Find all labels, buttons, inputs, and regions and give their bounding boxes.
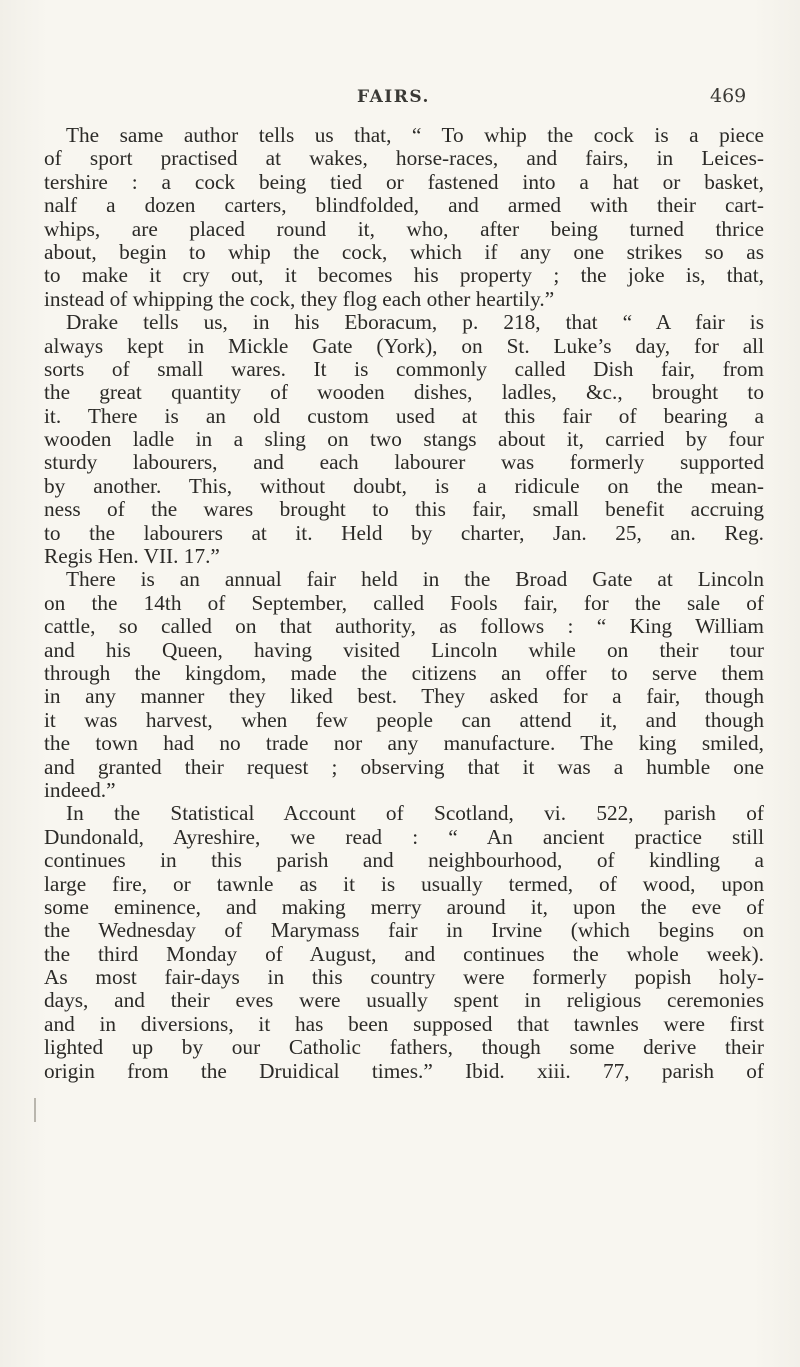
text-line: days, and their eves were usually spent in religious ceremonies (44, 988, 764, 1013)
text-line: sturdy labourers, and each labourer was formerly supported (44, 450, 764, 475)
text-line: As most fair-days in this country were formerly popish holy- (44, 965, 764, 990)
text-line: Dundonald, Ayreshire, we read : “ An ancient practice still (44, 824, 764, 849)
text-line: always kept in Mickle Gate (York), on St. Luke’s day, for all (44, 333, 764, 358)
text-line: the third Monday of August, and continues the whole week). (44, 941, 764, 966)
text-line: large fire, or tawnle as it is usually termed, of wood, upon (44, 871, 764, 896)
text-line: by another. This, without doubt, is a ridicule on the mean- (44, 473, 764, 498)
text-line: to the labourers at it. Held by charter, Jan. 25, an. Reg. (44, 520, 764, 545)
text-line: and in diversions, it has been supposed that tawnles were first (44, 1011, 764, 1036)
text-line: of sport practised at wakes, horse-races, and fairs, in Leices- (44, 146, 764, 171)
text-line: Regis Hen. VII. 17.” (44, 544, 220, 569)
text-line: instead of whipping the cock, they flog each other heartily.” (44, 286, 555, 311)
text-line: the Wednesday of Marymass fair in Irvine (which begins on (44, 918, 764, 943)
text-line: nalf a dozen carters, blindfolded, and armed with their cart- (44, 193, 764, 218)
text-line: the great quantity of wooden dishes, ladles, &c., brought to (44, 380, 764, 405)
text-line: wooden ladle in a sling on two stangs about it, carried by four (44, 427, 764, 452)
text-line: sorts of small wares. It is commonly called Dish fair, from (44, 356, 764, 381)
text-line: whips, are placed round it, who, after being turned thrice (44, 216, 764, 241)
text-line: The same author tells us that, “ To whip the cock is a piece (66, 123, 764, 147)
text-line: continues in this parish and neighbourhood, of kindling a (44, 848, 764, 873)
text-line: about, begin to whip the cock, which if any one strikes so as (44, 239, 764, 264)
text-line: the town had no trade nor any manufacture. The king smiled, (44, 731, 764, 756)
text-line: it was harvest, when few people can attend it, and though (44, 707, 764, 732)
text-line: indeed.” (44, 777, 116, 802)
text-line: There is an annual fair held in the Broad Gate at Lincoln (66, 567, 764, 592)
text-line: lighted up by our Catholic fathers, though some derive their (44, 1035, 764, 1060)
text-line: tershire : a cock being tied or fastened into a hat or basket, (44, 169, 764, 194)
text-line: through the kingdom, made the citizens an offer to serve them (44, 660, 764, 685)
text-line: In the Statistical Account of Scotland, vi. 522, parish of (66, 801, 764, 826)
text-line: some eminence, and making merry around it, upon the eve of (44, 894, 764, 919)
running-head-title: FAIRS. (357, 87, 430, 107)
running-head (0, 87, 800, 115)
text-line: to make it cry out, it becomes his property ; the joke is, that, (44, 263, 764, 288)
text-line: origin from the Druidical times.” Ibid. xiii. 77, parish of (44, 1058, 764, 1083)
text-line: it. There is an old custom used at this fair of bearing a (44, 403, 764, 428)
body-text (44, 124, 764, 1083)
margin-mark (34, 1098, 36, 1122)
page-number: 469 (710, 85, 747, 107)
text-line: and granted their request ; observing that it was a humble one (44, 754, 764, 779)
text-line: in any manner they liked best. They asked for a fair, though (44, 684, 764, 709)
text-line: ness of the wares brought to this fair, small benefit accruing (44, 497, 764, 522)
text-line: and his Queen, having visited Lincoln while on their tour (44, 637, 764, 662)
text-line: on the 14th of September, called Fools fair, for the sale of (44, 590, 764, 615)
text-line: cattle, so called on that authority, as follows : “ King William (44, 614, 764, 639)
text-line: Drake tells us, in his Eboracum, p. 218, that “ A fair is (66, 310, 764, 335)
